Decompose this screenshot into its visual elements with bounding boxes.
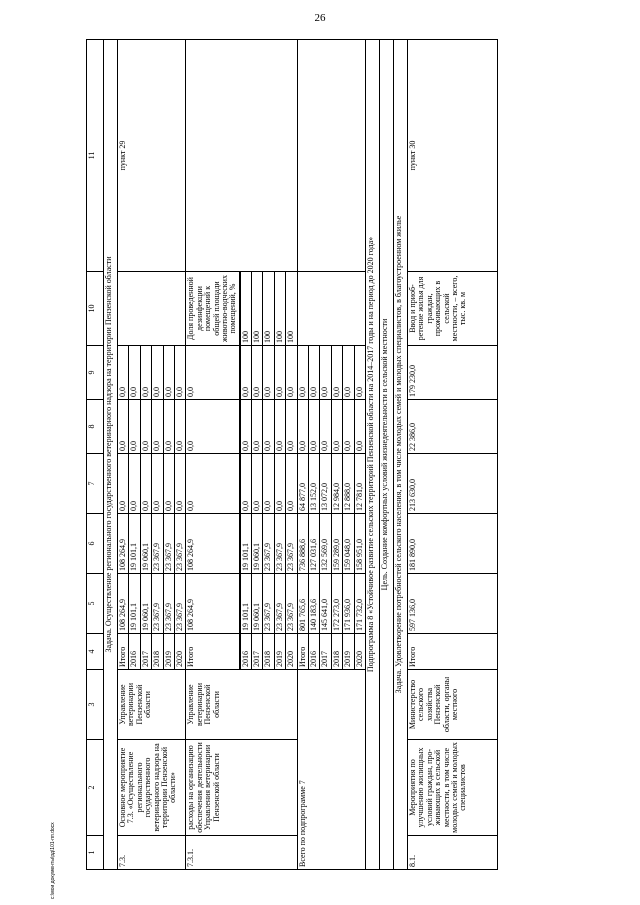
value-cell: 140 183,6	[309, 574, 320, 634]
year-cell: 2019	[163, 634, 174, 670]
year-cell: Итого	[118, 634, 129, 670]
value-cell: 0,0	[286, 454, 297, 514]
value-cell: 0,0	[174, 346, 185, 400]
col-header-4: 4	[87, 634, 104, 670]
value-cell: 159 289,0	[331, 514, 342, 574]
value-cell: 0,0	[186, 400, 239, 454]
value-cell: 23 367,9	[263, 514, 274, 574]
value-cell: 171 732,0	[354, 574, 365, 634]
indicator-cell	[118, 272, 186, 346]
year-cell: 2018	[263, 634, 274, 670]
value-cell: 19 101,1	[129, 574, 140, 634]
value-cell: 0,0	[140, 400, 151, 454]
row-number: 7.3.	[118, 836, 186, 870]
col-header-10: 10	[87, 272, 104, 346]
value-cell: 23 367,9	[174, 514, 185, 574]
value-cell: 0,0	[129, 454, 140, 514]
value-cell: 0,0	[263, 454, 274, 514]
value-cell: 0,0	[118, 400, 129, 454]
col-header-3: 3	[87, 670, 104, 740]
col-header-7: 7	[87, 454, 104, 514]
value-cell: 0,0	[163, 454, 174, 514]
value-cell: 0,0	[343, 400, 354, 454]
value-cell: 0,0	[129, 346, 140, 400]
value-cell: 0,0	[140, 346, 151, 400]
value-cell: 23 367,9	[274, 574, 285, 634]
year-cell: 2020	[286, 634, 297, 670]
value-cell: 0,0	[354, 346, 365, 400]
col-header-8: 8	[87, 400, 104, 454]
value-cell: 22 386,0	[407, 400, 497, 454]
col-header-2: 2	[87, 740, 104, 836]
value-cell: 108 264,9	[118, 574, 129, 634]
value-cell: 12 984,0	[331, 454, 342, 514]
point-reference: пункт 30	[407, 40, 497, 272]
indicator-value: 100	[252, 272, 263, 346]
value-cell: 0,0	[186, 454, 239, 514]
year-cell: 2017	[252, 634, 263, 670]
value-cell: 0,0	[297, 400, 308, 454]
value-cell: 0,0	[240, 346, 251, 400]
col-header-9: 9	[87, 346, 104, 400]
value-cell: 0,0	[118, 454, 129, 514]
table-row	[118, 40, 129, 870]
value-cell: 0,0	[309, 346, 320, 400]
value-cell: 19 101,1	[129, 514, 140, 574]
value-cell: 0,0	[118, 346, 129, 400]
table-row	[407, 40, 497, 870]
point-reference	[186, 40, 297, 272]
indicator-value: 100	[286, 272, 297, 346]
value-cell: 19 101,1	[240, 514, 251, 574]
year-cell: 2017	[140, 634, 151, 670]
year-cell: 2019	[343, 634, 354, 670]
year-cell: 2018	[331, 634, 342, 670]
value-cell: 23 367,9	[163, 574, 174, 634]
indicator-value: 100	[274, 272, 285, 346]
value-cell: 132 569,0	[320, 514, 331, 574]
year-cell: Итого	[407, 634, 497, 670]
file-path-footer: c:\мои документы\рд\101-пп.docx	[50, 822, 56, 899]
value-cell: 0,0	[286, 400, 297, 454]
value-cell: 0,0	[274, 454, 285, 514]
value-cell: 0,0	[152, 400, 163, 454]
value-cell: 172 273,0	[331, 574, 342, 634]
value-cell: 0,0	[263, 400, 274, 454]
year-cell: 2020	[354, 634, 365, 670]
header-row	[87, 40, 104, 870]
value-cell: 171 936,0	[343, 574, 354, 634]
value-cell: 0,0	[286, 346, 297, 400]
value-cell: 158 951,0	[354, 514, 365, 574]
year-cell: 2017	[320, 634, 331, 670]
value-cell: 145 641,0	[320, 574, 331, 634]
subprogram-total-label: Всего по подпрограмме 7	[297, 670, 365, 870]
page-number: 26	[314, 12, 326, 24]
value-cell: 801 765,6	[297, 574, 308, 634]
year-cell: 2016	[240, 634, 251, 670]
value-cell: 13 152,0	[309, 454, 320, 514]
program-table	[86, 39, 498, 870]
point-reference: пункт 29	[118, 40, 186, 272]
indicator-cell	[297, 272, 365, 346]
value-cell: 0,0	[274, 346, 285, 400]
value-cell: 108 264,9	[186, 514, 239, 574]
row-number: 7.3.1.	[186, 836, 297, 870]
value-cell: 23 367,9	[152, 514, 163, 574]
point-reference	[297, 40, 365, 272]
value-cell: 23 367,9	[263, 574, 274, 634]
value-cell: 0,0	[320, 400, 331, 454]
value-cell: 0,0	[343, 346, 354, 400]
value-cell: 127 031,6	[309, 514, 320, 574]
value-cell: 19 060,1	[252, 514, 263, 574]
executor: Министерство сельского хозяйства Пензенской области, органы местного	[407, 670, 497, 740]
value-cell: 19 060,1	[140, 574, 151, 634]
activity-name: Основное мероприятие 7.3. «Осуществление регионального государственного ветеринарного надзора на территории Пензенской области»	[118, 740, 186, 836]
value-cell: 0,0	[174, 454, 185, 514]
value-cell: 19 060,1	[252, 574, 263, 634]
value-cell: 0,0	[320, 346, 331, 400]
table-row	[186, 40, 239, 870]
col-header-1: 1	[87, 836, 104, 870]
year-cell: 2018	[152, 634, 163, 670]
value-cell: 0,0	[174, 400, 185, 454]
value-cell: 0,0	[129, 400, 140, 454]
col-header-6: 6	[87, 514, 104, 574]
value-cell: 0,0	[140, 454, 151, 514]
indicator-cell: Ввод и приоб-ретение жилья для граждан, проживающих в сельской местности, – всего, тыс. кв. м	[407, 272, 497, 346]
value-cell: 0,0	[163, 400, 174, 454]
value-cell: 0,0	[263, 346, 274, 400]
value-cell: 0,0	[240, 400, 251, 454]
value-cell: 736 888,6	[297, 514, 308, 574]
value-cell: 0,0	[152, 454, 163, 514]
value-cell: 213 630,0	[407, 454, 497, 514]
value-cell: 159 048,0	[343, 514, 354, 574]
indicator-value: 100	[240, 272, 251, 346]
subprogram-8-title: Подпрограмма 8 «Устойчивое развитие сельских территорий Пензенской области на 2014–2017 годы и на период до 2020 года»	[365, 40, 379, 870]
value-cell: 0,0	[252, 454, 263, 514]
executor: Управление ветеринарии Пензенской области	[118, 670, 186, 740]
task-row-7: Задача. Осуществление регионального государственного ветеринарного надзора на территории Пензенской области	[104, 40, 118, 870]
year-cell: 2016	[129, 634, 140, 670]
value-cell: 0,0	[186, 346, 239, 400]
value-cell: 0,0	[152, 346, 163, 400]
table-row	[297, 40, 308, 870]
value-cell: 23 367,9	[286, 574, 297, 634]
value-cell: 12 888,0	[343, 454, 354, 514]
goal-row-8: Цель. Создание комфортных условий жизнедеятельности в сельской местности	[379, 40, 393, 870]
indicator-cell: Доля проведенной дезинфекции помещений к общей площади животно-водческих помещений, %	[186, 272, 239, 346]
value-cell: 0,0	[240, 454, 251, 514]
year-cell: Итого	[186, 634, 239, 670]
row-number: 8.1.	[407, 836, 497, 870]
value-cell: 0,0	[331, 400, 342, 454]
value-cell: 179 230,0	[407, 346, 497, 400]
task-row-8: Задача. Удовлетворение потребностей сельского населения, в том числе молодых семей и молодых специалистов, в благоустроенном жилье	[393, 40, 407, 870]
value-cell: 23 367,9	[274, 514, 285, 574]
activity-name: Мероприятия по улучшению жилищных условий граждан, про-живающих в сельской местности, в том числе молодых семей и молодых специалистов	[407, 740, 497, 836]
year-cell: Итого	[297, 634, 308, 670]
value-cell: 0,0	[309, 400, 320, 454]
value-cell: 108 264,9	[118, 514, 129, 574]
value-cell: 23 367,9	[152, 574, 163, 634]
year-cell: 2020	[174, 634, 185, 670]
year-cell: 2016	[309, 634, 320, 670]
value-cell: 0,0	[274, 400, 285, 454]
year-cell: 2019	[274, 634, 285, 670]
value-cell: 0,0	[354, 400, 365, 454]
value-cell: 108 264,9	[186, 574, 239, 634]
value-cell: 597 136,0	[407, 574, 497, 634]
value-cell: 0,0	[252, 400, 263, 454]
value-cell: 13 072,0	[320, 454, 331, 514]
value-cell: 0,0	[297, 346, 308, 400]
value-cell: 12 781,0	[354, 454, 365, 514]
value-cell: 0,0	[163, 346, 174, 400]
value-cell: 23 367,9	[163, 514, 174, 574]
indicator-value: 100	[263, 272, 274, 346]
activity-name: расходы на организацию обеспечения деятельности Управления ветеринарии Пензенской области	[186, 740, 297, 836]
value-cell: 0,0	[331, 346, 342, 400]
value-cell: 19 101,1	[240, 574, 251, 634]
value-cell: 64 877,0	[297, 454, 308, 514]
value-cell: 181 890,0	[407, 514, 497, 574]
value-cell: 19 060,1	[140, 514, 151, 574]
col-header-5: 5	[87, 574, 104, 634]
col-header-11: 11	[87, 40, 104, 272]
executor: Управление ветеринарии Пензенской области	[186, 670, 297, 740]
value-cell: 23 367,9	[286, 514, 297, 574]
value-cell: 0,0	[252, 346, 263, 400]
table-sheet	[86, 40, 626, 870]
value-cell: 23 367,9	[174, 574, 185, 634]
